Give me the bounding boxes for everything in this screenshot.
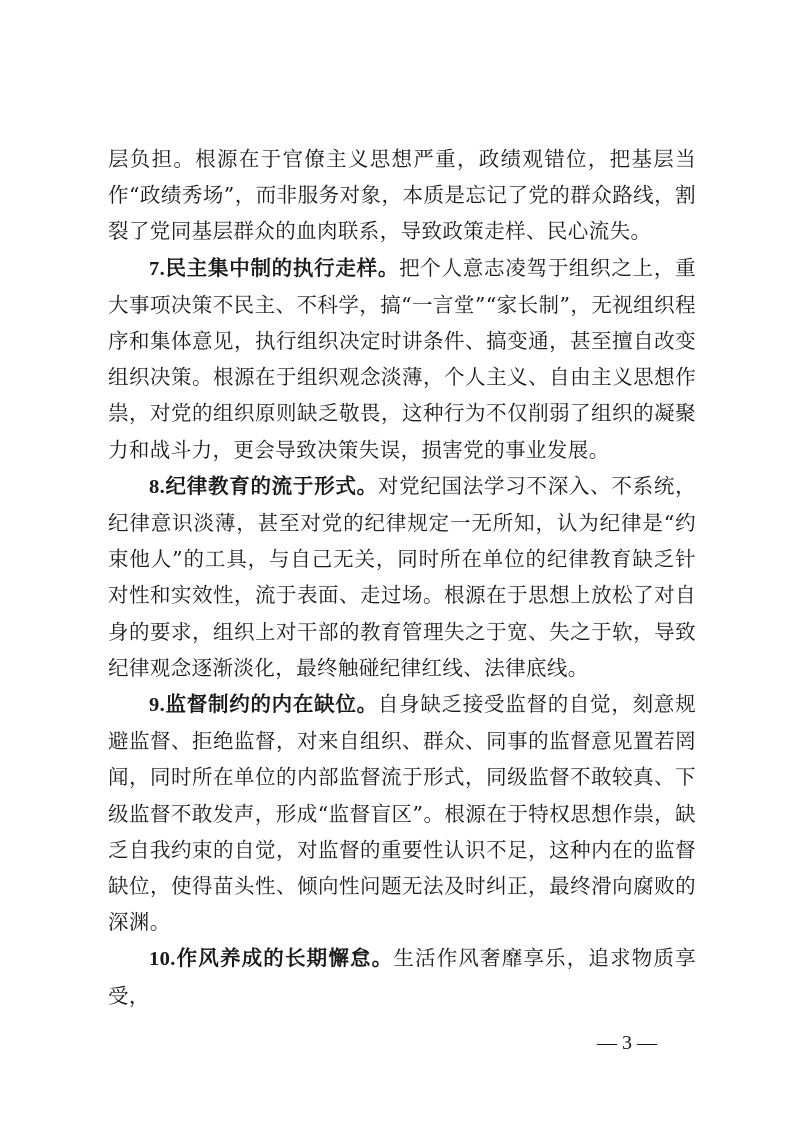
numbered-item-8 xyxy=(108,468,696,686)
numbered-item-7 xyxy=(108,250,696,468)
item-heading: 纪律教育的流于形式。 xyxy=(165,473,378,498)
item-heading: 监督制约的内在缺位。 xyxy=(165,692,378,717)
item-number: 9. xyxy=(149,694,166,717)
item-heading: 民主集中制的执行走样。 xyxy=(165,255,400,280)
item-body: 生活作风奢靡享乐，追求物质享受， xyxy=(108,946,696,1008)
continuation-paragraph: 层负担。根源在于官僚主义思想严重，政绩观错位，把基层当作“政绩秀场”，而非服务对象，本质是忘记了党的群众路线，割裂了党同基层群众的血肉联系，导致政策走样、民心流失。 xyxy=(108,147,696,244)
numbered-item-9 xyxy=(108,686,696,940)
item-number: 7. xyxy=(149,257,166,280)
document-body xyxy=(108,141,696,1014)
page-number: — 3 — xyxy=(597,1032,657,1054)
item-body: 把个人意志凌驾于组织之上，重大事项决策不民主、不科学，搞“一言堂”“家长制”，无视组织程序和集体意见，执行组织决定时讲条件、搞变通，甚至擅自改变组织决策。根源在于组织观念淡薄，个人主义、自由主义思想作祟，对党的组织原则缺乏敬畏，这种行为不仅削弱了组织的凝聚力和战斗力，更会导致决策失误，损害党的事业发展。 xyxy=(108,255,696,462)
item-number: 10. xyxy=(149,948,176,971)
item-body: 自身缺乏接受监督的自觉，刻意规避监督、拒绝监督，对来自组织、群众、同事的监督意见置若罔闻，同时所在单位的内部监督流于形式，同级监督不敢较真、下级监督不敢发声，形成“监督盲区”。根源在于特权思想作祟，缺乏自我约束的自觉，对监督的重要性认识不足，这种内在的监督缺位，使得苗头性、倾向性问题无法及时纠正，最终滑向腐败的深渊。 xyxy=(108,692,697,935)
item-heading: 作风养成的长期懈怠。 xyxy=(175,946,394,971)
numbered-item-10 xyxy=(108,940,696,1013)
item-body: 对党纪国法学习不深入、不系统，纪律意识淡薄，甚至对党的纪律规定一无所知，认为纪律是“约束他人”的工具，与自己无关，同时所在单位的纪律教育缺乏针对性和实效性，流于表面、走过场。根源在于思想上放松了对自身的要求，组织上对干部的教育管理失之于宽、失之于软，导致纪律观念逐渐淡化，最终触碰纪律红线、法律底线。 xyxy=(108,473,697,680)
item-number: 8. xyxy=(149,475,166,498)
